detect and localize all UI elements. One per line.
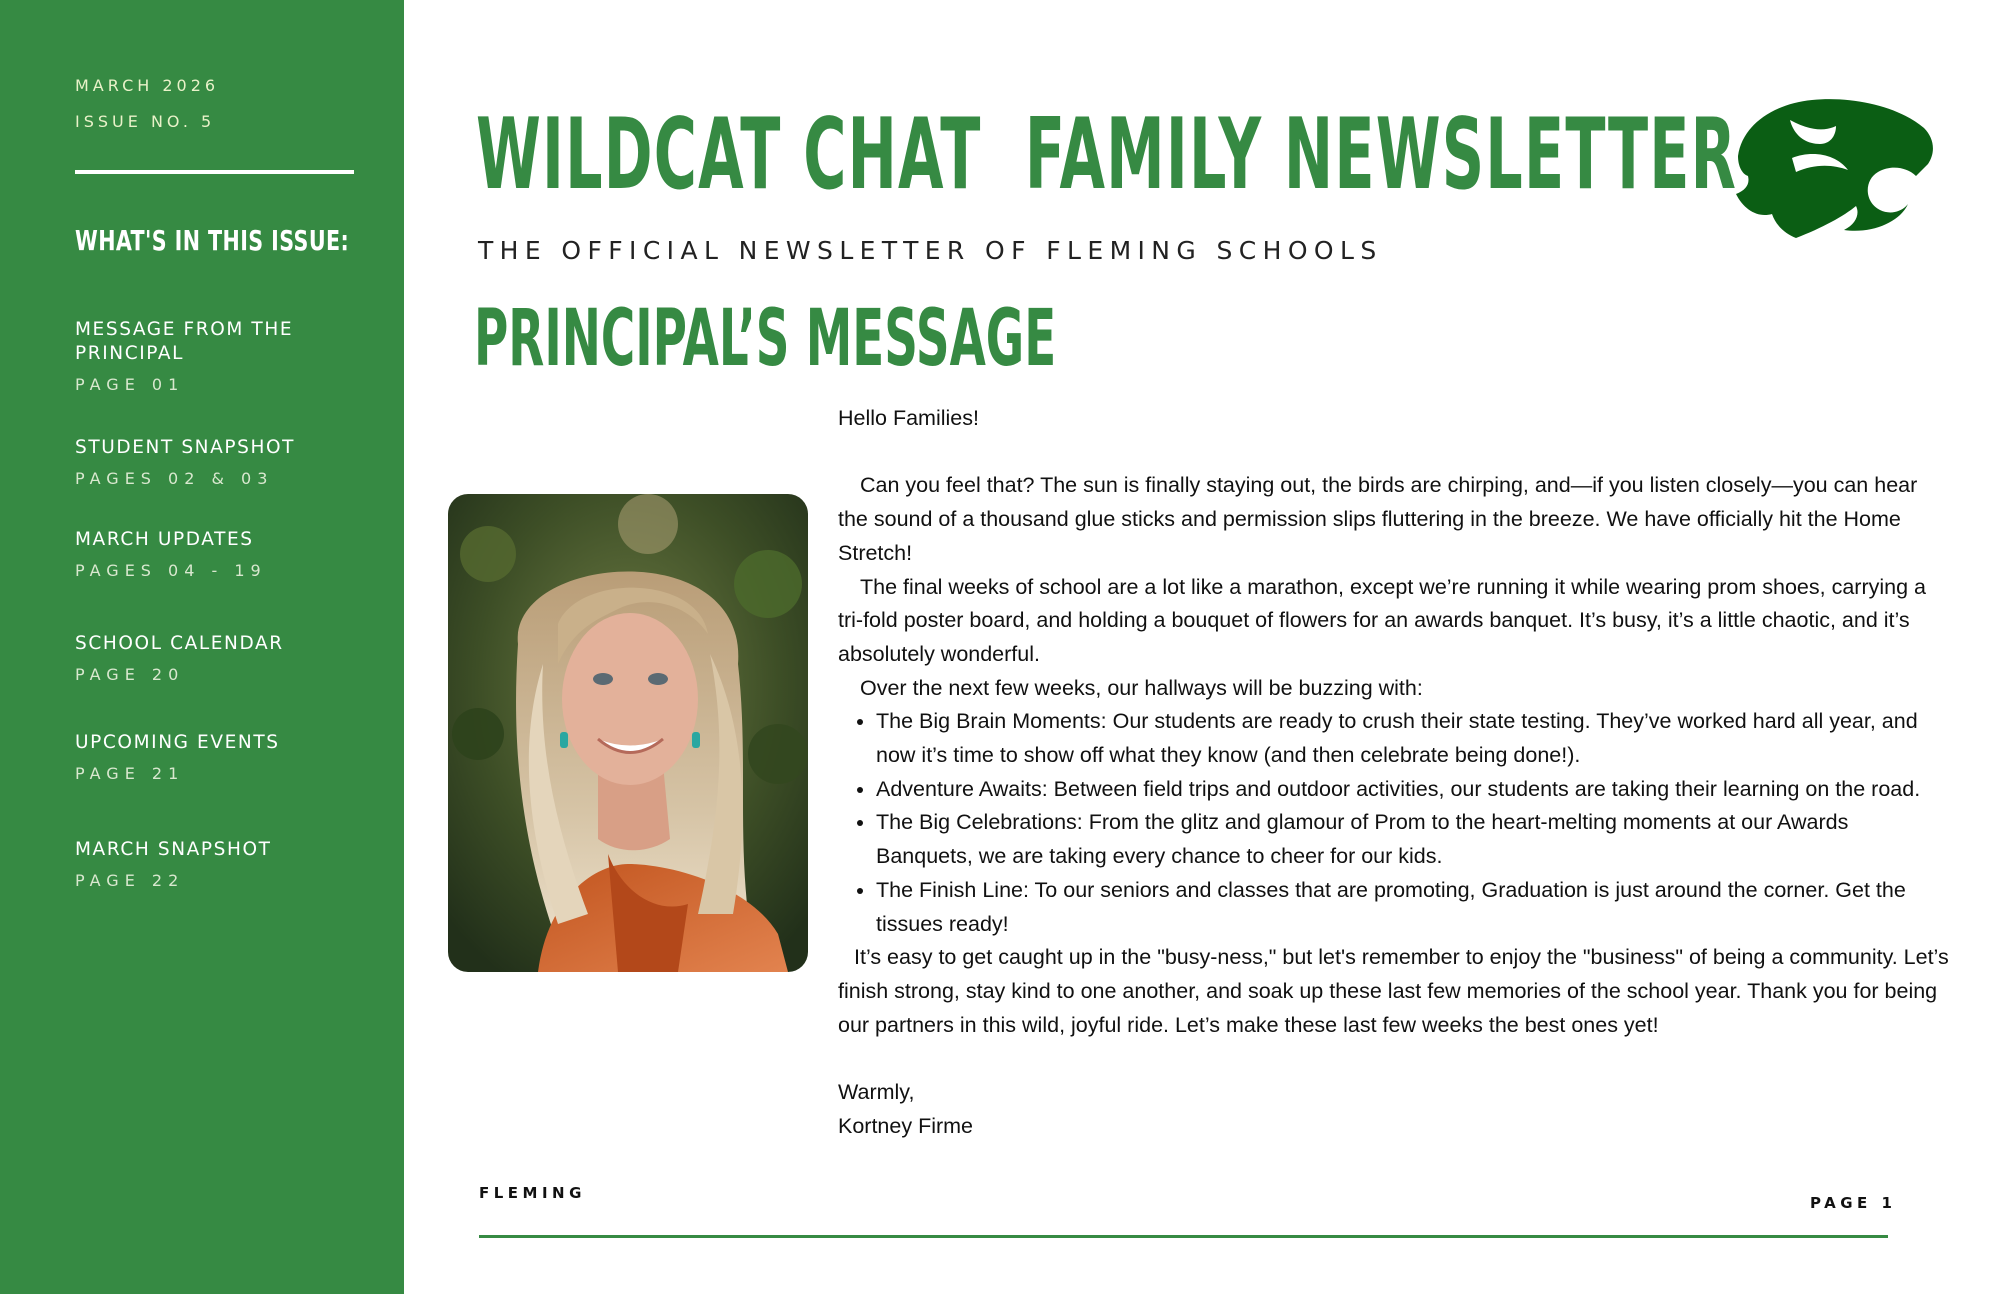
newsletter-title: WILDCAT CHAT FAMILY NEWSLETTER bbox=[476, 98, 1738, 212]
principal-letter bbox=[838, 402, 1950, 1143]
letter-bullet-list bbox=[838, 705, 1950, 941]
letter-paragraph: The final weeks of school are a lot like a marathon, except we’re running it while wearing prom shoes, carrying a tri-fold poster board, and holding a bouquet of flowers for an awards banquet. It’s busy, it’s a little chaotic, and it’s absolutely wonderful. bbox=[838, 574, 1926, 666]
letter-spacer bbox=[838, 1042, 1950, 1076]
footer-school-name: FLEMING bbox=[479, 1184, 586, 1202]
letter-paragraph: It’s easy to get caught up in the "busy-ness," but let's remember to enjoy the "business" of being a community. Let’s finish strong, stay kind to one another, and soak up these last few memories of the school year. Thank you for being our partners in this wild, joyful ride. Let’s make these last few weeks the best ones yet! bbox=[838, 945, 1949, 1037]
toc-item-student-snapshot[interactable] bbox=[75, 436, 375, 488]
letter-bullet: • Adventure Awaits: Between field trips and outdoor activities, our students are taking their learning on the road. bbox=[876, 773, 1950, 807]
toc-heading: WHAT'S IN THIS ISSUE: bbox=[75, 224, 350, 257]
toc-item-march-updates[interactable] bbox=[75, 528, 375, 580]
toc-item-page: PAGE 22 bbox=[75, 871, 185, 890]
sidebar bbox=[0, 0, 404, 1294]
toc-item-title: UPCOMING EVENTS bbox=[75, 732, 280, 753]
toc-item-principal[interactable] bbox=[75, 318, 375, 394]
letter-bullet: • The Big Brain Moments: Our students are ready to crush their state testing. They’ve worked hard all year, and now it’s time to show off what they know (and then celebrate being done!). bbox=[876, 705, 1950, 772]
toc-item-school-calendar[interactable] bbox=[75, 632, 375, 684]
toc-item-page: PAGE 01 bbox=[75, 375, 185, 394]
section-title: PRINCIPAL’S MESSAGE bbox=[474, 294, 1057, 384]
toc-item-title: MARCH UPDATES bbox=[75, 529, 254, 550]
letter-paragraph: Can you feel that? The sun is finally staying out, the birds are chirping, and—if you listen closely—you can hear the sound of a thousand glue sticks and permission slips fluttering in the breeze. We have officially hit the Home Stretch! bbox=[838, 473, 1918, 565]
toc-item-title: MESSAGE FROM THE PRINCIPAL bbox=[75, 319, 294, 364]
sidebar-divider bbox=[75, 170, 354, 174]
principal-portrait-photo bbox=[448, 494, 808, 972]
wildcat-logo-icon bbox=[1732, 98, 1936, 244]
toc-item-title: STUDENT SNAPSHOT bbox=[75, 437, 296, 458]
letter-paragraph: Over the next few weeks, our hallways will be buzzing with: bbox=[860, 675, 1423, 700]
letter-closing: Warmly, bbox=[838, 1080, 915, 1105]
toc-item-page: PAGES 02 & 03 bbox=[75, 469, 274, 488]
toc-item-upcoming-events[interactable] bbox=[75, 731, 375, 783]
toc-item-title: MARCH SNAPSHOT bbox=[75, 839, 272, 860]
footer-divider bbox=[479, 1235, 1888, 1238]
letter-signature: Kortney Firme bbox=[838, 1113, 974, 1138]
toc-item-page: PAGE 21 bbox=[75, 764, 185, 783]
issue-date: MARCH 2026 bbox=[75, 76, 220, 95]
letter-bullet: • The Finish Line: To our seniors and classes that are promoting, Graduation is just around the corner. Get the tissues ready! bbox=[876, 874, 1950, 941]
newsletter-subtitle: THE OFFICIAL NEWSLETTER OF FLEMING SCHOOLS bbox=[478, 236, 1383, 265]
toc-item-title: SCHOOL CALENDAR bbox=[75, 633, 284, 654]
toc-item-page: PAGES 04 - 19 bbox=[75, 561, 267, 580]
toc-item-march-snapshot[interactable] bbox=[75, 838, 375, 890]
issue-number: ISSUE NO. 5 bbox=[75, 112, 216, 131]
toc-item-page: PAGE 20 bbox=[75, 665, 185, 684]
letter-bullet: • The Big Celebrations: From the glitz and glamour of Prom to the heart-melting moments at our Awards Banquets, we are taking every chance to cheer for our kids. bbox=[876, 806, 1950, 873]
footer-page-number: PAGE 1 bbox=[1810, 1194, 1897, 1212]
letter-spacer bbox=[838, 436, 1950, 470]
letter-greeting: Hello Families! bbox=[838, 406, 979, 430]
